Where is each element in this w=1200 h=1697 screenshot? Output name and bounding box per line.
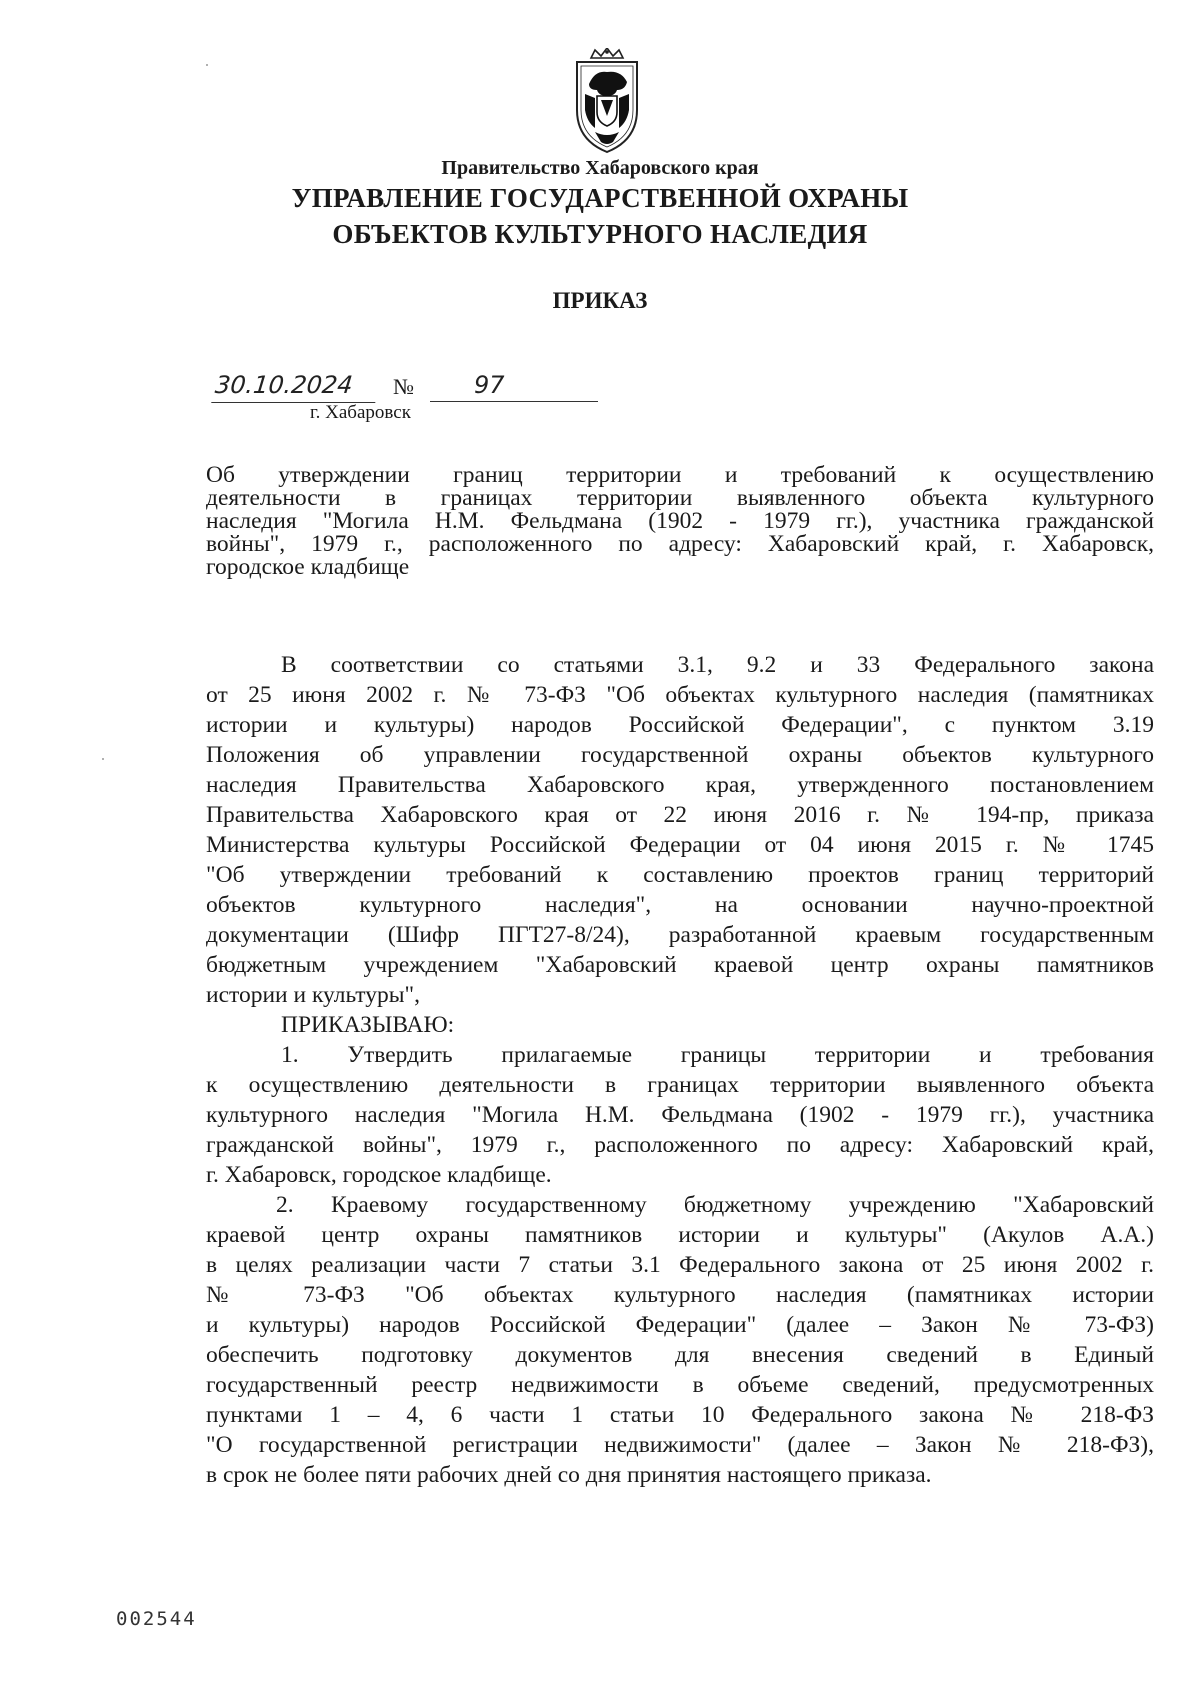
body-line: "Об утверждении требований к составлению проектов границ территорий (206, 862, 1154, 888)
subject-line: Об утверждении границ территории и требований к осуществлению (206, 462, 1154, 488)
number-sign: № (393, 374, 414, 399)
department-title-line-1: УПРАВЛЕНИЕ ГОСУДАРСТВЕННОЙ ОХРАНЫ (291, 183, 909, 213)
body-line: г. Хабаровск, городское кладбище. (206, 1162, 552, 1188)
order-date-number-line (205, 370, 605, 404)
body-line: Положения об управлении государственной охраны объектов культурного (206, 742, 1154, 768)
body-line: бюджетным учреждением "Хабаровский краевой центр охраны памятников (206, 952, 1154, 978)
body-line: к осуществлению деятельности в границах территории выявленного объекта (206, 1072, 1154, 1098)
order-subject (206, 464, 1154, 579)
body-line: документации (Шифр ПГТ27-8/24), разработанной краевым государственным (206, 922, 1154, 948)
order-date: 30.10.2024 (211, 370, 378, 403)
order-city: г. Хабаровск (310, 402, 411, 423)
subject-line: деятельности в границах территории выявленного объекта культурного (206, 485, 1154, 511)
government-name: Правительство Хабаровского края (441, 157, 759, 179)
form-serial-number: 002544 (116, 1608, 197, 1630)
scan-artifact (102, 758, 104, 760)
subject-line: войны", 1979 г., расположенного по адресу: Хабаровский край, г. Хабаровск, (206, 531, 1154, 557)
body-line: обеспечить подготовку документов для внесения сведений в Единый (206, 1342, 1154, 1368)
order-number: 97 (430, 370, 598, 402)
body-line: объектов культурного наследия", на основании научно-проектной (206, 892, 1154, 918)
body-line: культурного наследия "Могила Н.М. Фельдмана (1902 - 1979 гг.), участника (206, 1102, 1154, 1128)
body-line: Правительства Хабаровского края от 22 июня 2016 г. № 194-пр, приказа (206, 802, 1154, 828)
order-body (206, 650, 1154, 1490)
body-line: в срок не более пяти рабочих дней со дня принятия настоящего приказа. (206, 1462, 932, 1488)
order-directive: ПРИКАЗЫВАЮ: (281, 1012, 455, 1038)
body-line: Министерства культуры Российской Федерации от 04 июня 2015 г. № 1745 (206, 832, 1154, 858)
body-line: в целях реализации части 7 статьи 3.1 Федерального закона от 25 июня 2002 г. (206, 1252, 1154, 1278)
body-line: гражданской войны", 1979 г., расположенного по адресу: Хабаровский край, (206, 1132, 1154, 1158)
body-line: истории и культуры) народов Российской Федерации", с пунктом 3.19 (206, 712, 1154, 738)
body-line: "О государственной регистрации недвижимости" (далее – Закон № 218-ФЗ), (206, 1432, 1154, 1458)
body-line: наследия Правительства Хабаровского края, утвержденного постановлением (206, 772, 1154, 798)
coat-of-arms-icon (565, 48, 649, 156)
body-line: № 73-ФЗ "Об объектах культурного наследия (памятниках истории (206, 1282, 1154, 1308)
body-line: государственный реестр недвижимости в объеме сведений, предусмотренных (206, 1372, 1154, 1398)
document-type: ПРИКАЗ (552, 288, 648, 313)
body-line: краевой центр охраны памятников истории и культуры" (Акулов А.А.) (206, 1222, 1154, 1248)
body-line: В соответствии со статьями 3.1, 9.2 и 33 Федерального закона (281, 652, 1154, 678)
body-line: и культуры) народов Российской Федерации" (далее – Закон № 73-ФЗ) (206, 1312, 1154, 1338)
subject-line: городское кладбище (206, 554, 410, 580)
department-title-line-2: ОБЪЕКТОВ КУЛЬТУРНОГО НАСЛЕДИЯ (332, 219, 868, 249)
body-line: истории и культуры", (206, 982, 421, 1008)
body-line: пунктами 1 – 4, 6 части 1 статьи 10 Федерального закона № 218-ФЗ (206, 1402, 1154, 1428)
scan-artifact (206, 64, 208, 66)
subject-line: наследия "Могила Н.М. Фельдмана (1902 - 1979 гг.), участника гражданской (206, 508, 1154, 534)
body-line: 2. Краевому государственному бюджетному учреждению "Хабаровский (276, 1192, 1154, 1218)
body-line: от 25 июня 2002 г. № 73-ФЗ "Об объектах культурного наследия (памятниках (206, 682, 1154, 708)
body-line: 1. Утвердить прилагаемые границы территории и требования (281, 1042, 1154, 1068)
